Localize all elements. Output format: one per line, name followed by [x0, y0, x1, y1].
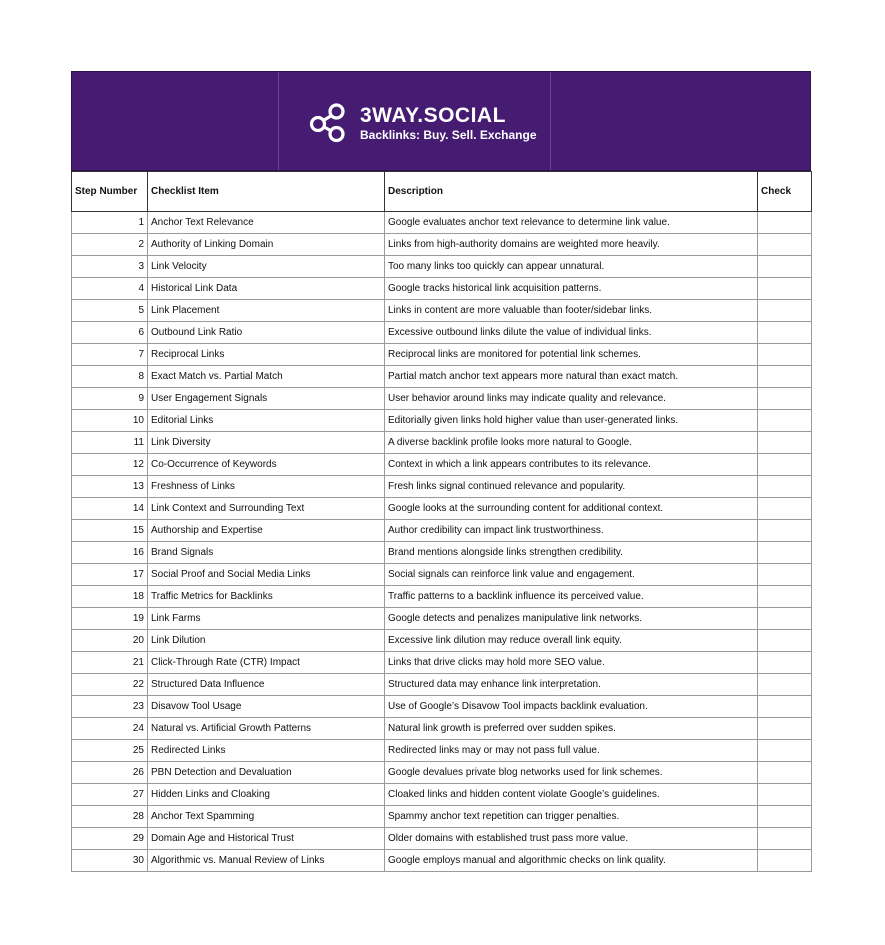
step-number-cell: 20	[72, 630, 148, 652]
step-number-cell: 1	[72, 212, 148, 234]
brand-text	[360, 104, 537, 143]
checklist-item-cell: Click-Through Rate (CTR) Impact	[148, 652, 385, 674]
table-row	[72, 630, 812, 652]
table-row	[72, 454, 812, 476]
description-cell: A diverse backlink profile looks more natural to Google.	[385, 432, 758, 454]
check-cell[interactable]	[758, 718, 812, 740]
description-cell: Links from high-authority domains are weighted more heavily.	[385, 234, 758, 256]
step-number-cell: 21	[72, 652, 148, 674]
step-number-cell: 3	[72, 256, 148, 278]
checklist-item-cell: User Engagement Signals	[148, 388, 385, 410]
table-row	[72, 740, 812, 762]
step-number-cell: 25	[72, 740, 148, 762]
description-cell: Excessive outbound links dilute the value of individual links.	[385, 322, 758, 344]
description-cell: Spammy anchor text repetition can trigger penalties.	[385, 806, 758, 828]
step-number-cell: 17	[72, 564, 148, 586]
checklist-item-cell: Editorial Links	[148, 410, 385, 432]
banner-divider	[278, 72, 279, 170]
brand-name: 3WAY.SOCIAL	[360, 103, 506, 127]
table-row	[72, 696, 812, 718]
check-cell[interactable]	[758, 498, 812, 520]
connected-nodes-icon	[308, 101, 352, 145]
step-number-cell: 5	[72, 300, 148, 322]
table-row	[72, 828, 812, 850]
table-row	[72, 806, 812, 828]
checklist-item-cell: Brand Signals	[148, 542, 385, 564]
step-number-cell: 13	[72, 476, 148, 498]
table-row	[72, 564, 812, 586]
table-row	[72, 850, 812, 872]
checklist-item-cell: Social Proof and Social Media Links	[148, 564, 385, 586]
check-cell[interactable]	[758, 454, 812, 476]
table-row	[72, 542, 812, 564]
column-header-checklist-item: Checklist Item	[148, 172, 385, 212]
table-row	[72, 344, 812, 366]
column-header-description: Description	[385, 172, 758, 212]
check-cell[interactable]	[758, 300, 812, 322]
checklist-item-cell: Link Context and Surrounding Text	[148, 498, 385, 520]
checklist-item-cell: Freshness of Links	[148, 476, 385, 498]
check-cell[interactable]	[758, 520, 812, 542]
description-cell: Cloaked links and hidden content violate Google’s guidelines.	[385, 784, 758, 806]
description-cell: Google detects and penalizes manipulative link networks.	[385, 608, 758, 630]
table-row	[72, 300, 812, 322]
description-cell: Reciprocal links are monitored for potential link schemes.	[385, 344, 758, 366]
step-number-cell: 22	[72, 674, 148, 696]
column-header-check: Check	[758, 172, 812, 212]
step-number-cell: 14	[72, 498, 148, 520]
check-cell[interactable]	[758, 652, 812, 674]
description-cell: Too many links too quickly can appear unnatural.	[385, 256, 758, 278]
checklist-rows	[72, 212, 812, 872]
checklist-item-cell: Domain Age and Historical Trust	[148, 828, 385, 850]
description-cell: Links in content are more valuable than footer/sidebar links.	[385, 300, 758, 322]
checklist-item-cell: Algorithmic vs. Manual Review of Links	[148, 850, 385, 872]
description-cell: Google devalues private blog networks used for link schemes.	[385, 762, 758, 784]
description-cell: Google looks at the surrounding content for additional context.	[385, 498, 758, 520]
table-row	[72, 234, 812, 256]
step-number-cell: 10	[72, 410, 148, 432]
description-cell: Brand mentions alongside links strengthen credibility.	[385, 542, 758, 564]
checklist-item-cell: Anchor Text Spamming	[148, 806, 385, 828]
checklist-item-cell: Reciprocal Links	[148, 344, 385, 366]
check-cell[interactable]	[758, 344, 812, 366]
checklist-sheet	[71, 71, 811, 872]
description-cell: Google evaluates anchor text relevance to determine link value.	[385, 212, 758, 234]
description-cell: Context in which a link appears contributes to its relevance.	[385, 454, 758, 476]
description-cell: User behavior around links may indicate quality and relevance.	[385, 388, 758, 410]
step-number-cell: 12	[72, 454, 148, 476]
description-cell: Editorially given links hold higher value than user-generated links.	[385, 410, 758, 432]
step-number-cell: 4	[72, 278, 148, 300]
table-row	[72, 608, 812, 630]
description-cell: Traffic patterns to a backlink influence its perceived value.	[385, 586, 758, 608]
table-row	[72, 784, 812, 806]
table-row	[72, 674, 812, 696]
step-number-cell: 11	[72, 432, 148, 454]
checklist-item-cell: Link Farms	[148, 608, 385, 630]
column-header-step-number: Step Number	[72, 172, 148, 212]
step-number-cell: 16	[72, 542, 148, 564]
table-row	[72, 652, 812, 674]
checklist-item-cell: Anchor Text Relevance	[148, 212, 385, 234]
step-number-cell: 23	[72, 696, 148, 718]
check-cell[interactable]	[758, 212, 812, 234]
check-cell[interactable]	[758, 388, 812, 410]
description-cell: Use of Google’s Disavow Tool impacts backlink evaluation.	[385, 696, 758, 718]
banner-divider	[550, 72, 551, 170]
checklist-item-cell: Historical Link Data	[148, 278, 385, 300]
header-row	[72, 172, 812, 212]
check-cell[interactable]	[758, 432, 812, 454]
description-cell: Social signals can reinforce link value and engagement.	[385, 564, 758, 586]
step-number-cell: 27	[72, 784, 148, 806]
step-number-cell: 24	[72, 718, 148, 740]
step-number-cell: 29	[72, 828, 148, 850]
step-number-cell: 6	[72, 322, 148, 344]
table-row	[72, 498, 812, 520]
brand-tagline: Backlinks: Buy. Sell. Exchange	[360, 127, 537, 142]
check-cell[interactable]	[758, 850, 812, 872]
table-row	[72, 410, 812, 432]
step-number-cell: 9	[72, 388, 148, 410]
checklist-item-cell: Structured Data Influence	[148, 674, 385, 696]
step-number-cell: 26	[72, 762, 148, 784]
checklist-item-cell: PBN Detection and Devaluation	[148, 762, 385, 784]
description-cell: Links that drive clicks may hold more SEO value.	[385, 652, 758, 674]
check-cell[interactable]	[758, 784, 812, 806]
table-row	[72, 520, 812, 542]
check-cell[interactable]	[758, 278, 812, 300]
check-cell[interactable]	[758, 322, 812, 344]
description-cell: Google tracks historical link acquisition patterns.	[385, 278, 758, 300]
checklist-table	[71, 171, 812, 872]
description-cell: Partial match anchor text appears more natural than exact match.	[385, 366, 758, 388]
brand-lockup	[308, 100, 537, 146]
step-number-cell: 19	[72, 608, 148, 630]
checklist-item-cell: Link Diversity	[148, 432, 385, 454]
description-cell: Google employs manual and algorithmic checks on link quality.	[385, 850, 758, 872]
check-cell[interactable]	[758, 696, 812, 718]
description-cell: Fresh links signal continued relevance and popularity.	[385, 476, 758, 498]
check-cell[interactable]	[758, 608, 812, 630]
step-number-cell: 7	[72, 344, 148, 366]
table-row	[72, 586, 812, 608]
check-cell[interactable]	[758, 762, 812, 784]
description-cell: Redirected links may or may not pass full value.	[385, 740, 758, 762]
check-cell[interactable]	[758, 806, 812, 828]
check-cell[interactable]	[758, 542, 812, 564]
table-row	[72, 212, 812, 234]
table-row	[72, 322, 812, 344]
table-row	[72, 476, 812, 498]
table-row	[72, 256, 812, 278]
description-cell: Natural link growth is preferred over sudden spikes.	[385, 718, 758, 740]
check-cell[interactable]	[758, 256, 812, 278]
checklist-item-cell: Redirected Links	[148, 740, 385, 762]
step-number-cell: 30	[72, 850, 148, 872]
description-cell: Older domains with established trust pass more value.	[385, 828, 758, 850]
table-row	[72, 718, 812, 740]
checklist-item-cell: Link Velocity	[148, 256, 385, 278]
check-cell[interactable]	[758, 410, 812, 432]
check-cell[interactable]	[758, 564, 812, 586]
step-number-cell: 18	[72, 586, 148, 608]
checklist-item-cell: Exact Match vs. Partial Match	[148, 366, 385, 388]
checklist-item-cell: Hidden Links and Cloaking	[148, 784, 385, 806]
checklist-item-cell: Outbound Link Ratio	[148, 322, 385, 344]
table-row	[72, 388, 812, 410]
table-row	[72, 366, 812, 388]
description-cell: Author credibility can impact link trustworthiness.	[385, 520, 758, 542]
checklist-item-cell: Authority of Linking Domain	[148, 234, 385, 256]
checklist-item-cell: Link Placement	[148, 300, 385, 322]
table-row	[72, 278, 812, 300]
check-cell[interactable]	[758, 476, 812, 498]
check-cell[interactable]	[758, 366, 812, 388]
step-number-cell: 15	[72, 520, 148, 542]
checklist-item-cell: Natural vs. Artificial Growth Patterns	[148, 718, 385, 740]
checklist-item-cell: Disavow Tool Usage	[148, 696, 385, 718]
checklist-item-cell: Authorship and Expertise	[148, 520, 385, 542]
checklist-item-cell: Traffic Metrics for Backlinks	[148, 586, 385, 608]
check-cell[interactable]	[758, 234, 812, 256]
description-cell: Excessive link dilution may reduce overall link equity.	[385, 630, 758, 652]
table-row	[72, 762, 812, 784]
check-cell[interactable]	[758, 586, 812, 608]
step-number-cell: 28	[72, 806, 148, 828]
step-number-cell: 8	[72, 366, 148, 388]
checklist-item-cell: Co-Occurrence of Keywords	[148, 454, 385, 476]
brand-banner	[71, 71, 811, 171]
check-cell[interactable]	[758, 828, 812, 850]
description-cell: Structured data may enhance link interpretation.	[385, 674, 758, 696]
checklist-item-cell: Link Dilution	[148, 630, 385, 652]
table-row	[72, 432, 812, 454]
check-cell[interactable]	[758, 674, 812, 696]
check-cell[interactable]	[758, 630, 812, 652]
step-number-cell: 2	[72, 234, 148, 256]
check-cell[interactable]	[758, 740, 812, 762]
